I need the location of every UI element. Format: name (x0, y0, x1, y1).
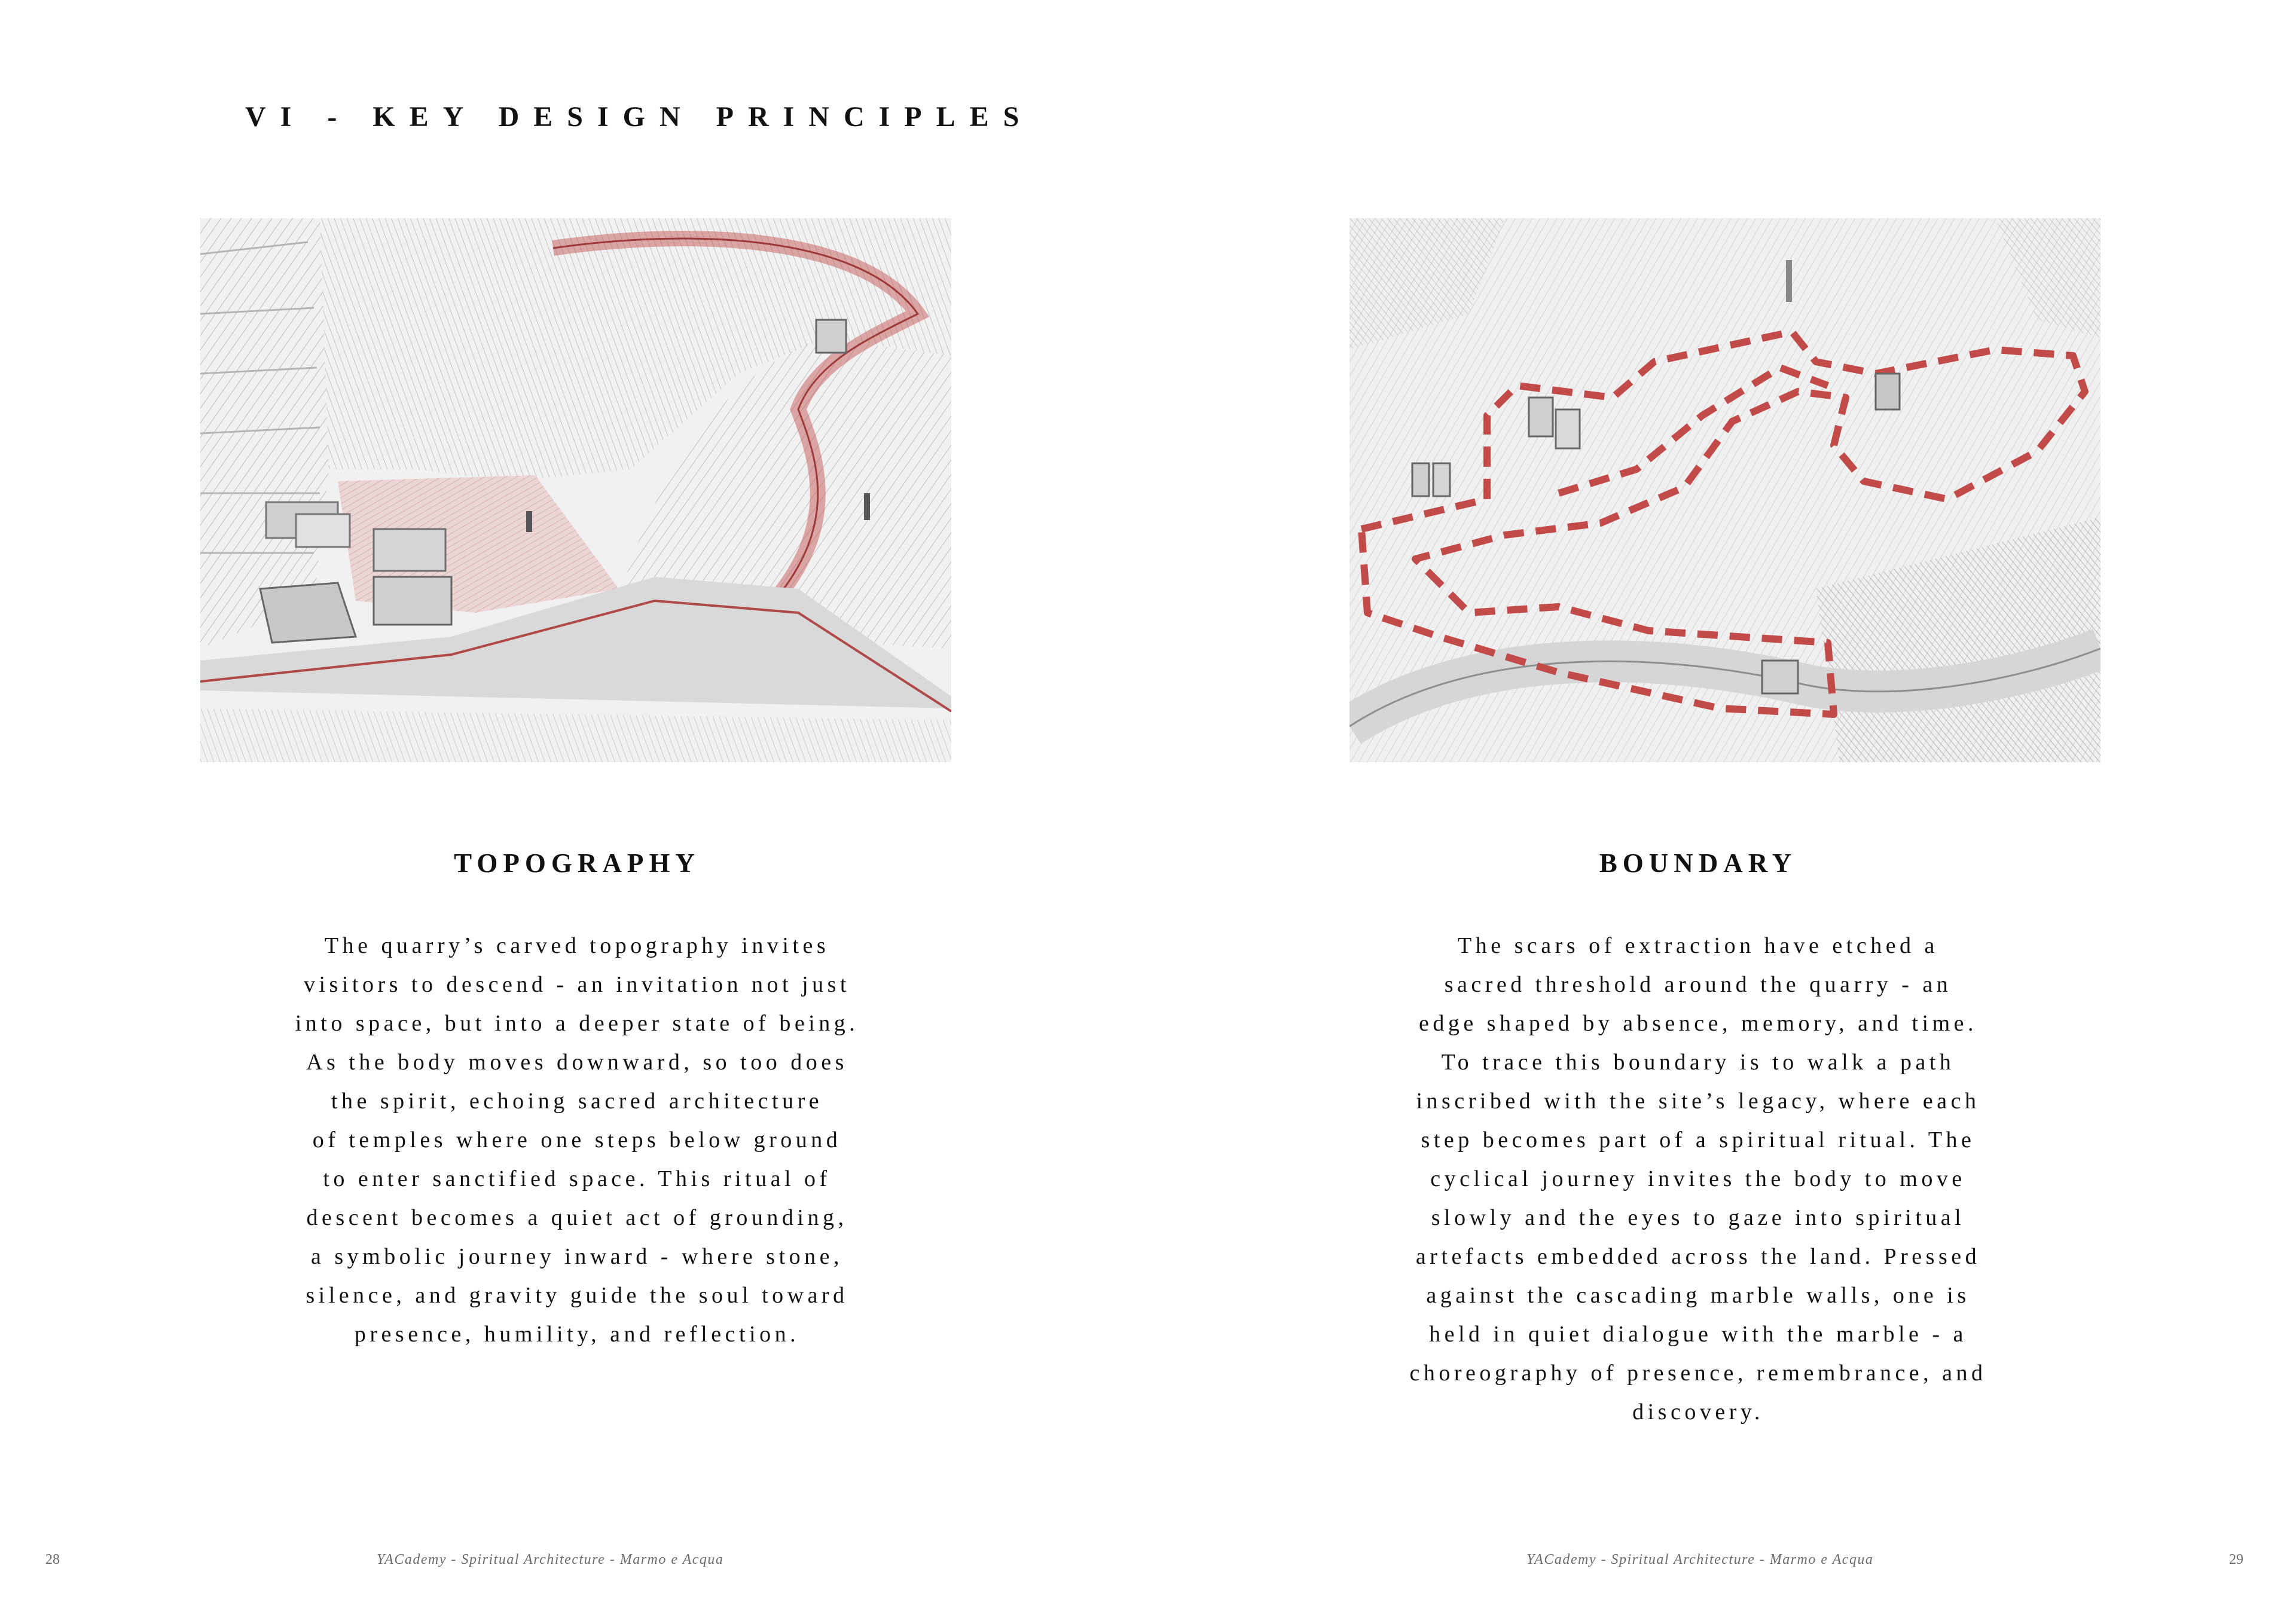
text-line: step becomes part of a spiritual ritual. The (1421, 1127, 1976, 1153)
text-line: The quarry’s carved topography invites (324, 933, 830, 958)
text-line: against the cascading marble walls, one is (1426, 1283, 1970, 1308)
text-line: silence, and gravity guide the soul toward (306, 1283, 848, 1308)
right-page (1148, 0, 2296, 1623)
text-line: inscribed with the site’s legacy, where each (1416, 1089, 1980, 1114)
text-line: presence, humility, and reflection. (354, 1322, 800, 1347)
text-line: into space, but into a deeper state of being. (295, 1011, 859, 1036)
boundary-sketch-drawing (1349, 218, 2100, 762)
text-line: slowly and the eyes to gaze into spiritual (1431, 1205, 1965, 1230)
text-line: artefacts embedded across the land. Pressed (1415, 1244, 1981, 1269)
text-line: To trace this boundary is to walk a path (1441, 1050, 1955, 1075)
text-line: a symbolic journey inward - where stone, (311, 1244, 843, 1269)
text-line: cyclical journey invites the body to move (1430, 1166, 1966, 1191)
boundary-body (1345, 927, 2051, 1432)
text-line: held in quiet dialogue with the marble - a (1429, 1322, 1967, 1347)
text-line: of temples where one steps below ground (312, 1127, 842, 1153)
topography-sketch-drawing (200, 218, 951, 762)
topography-sketch (200, 218, 951, 762)
page-number: 29 (2229, 1552, 2243, 1567)
boundary-sketch (1349, 218, 2100, 762)
text-line: to enter sanctified space. This ritual of (323, 1166, 831, 1191)
text-line: discovery. (1632, 1399, 1764, 1425)
topography-heading: TOPOGRAPHY (454, 848, 700, 878)
text-line: visitors to descend - an invitation not just (304, 972, 850, 997)
page-number: 28 (45, 1552, 60, 1567)
footer-credit: YACademy - Spiritual Architecture - Marmo e Acqua (1526, 1552, 1874, 1567)
text-line: edge shaped by absence, memory, and time. (1418, 1011, 1978, 1036)
text-line: The scars of extraction have etched a (1458, 933, 1938, 958)
text-line: As the body moves downward, so too does (306, 1050, 848, 1075)
text-line: the spirit, echoing sacred architecture (331, 1089, 823, 1114)
text-line: sacred threshold around the quarry - an (1444, 972, 1952, 997)
text-line: choreography of presence, remembrance, and (1409, 1361, 1987, 1386)
boundary-heading: BOUNDARY (1599, 848, 1797, 878)
section-title: VI - KEY DESIGN PRINCIPLES (245, 101, 1034, 133)
text-line: descent becomes a quiet act of grounding, (306, 1205, 848, 1230)
footer-credit: YACademy - Spiritual Architecture - Marmo e Acqua (377, 1552, 724, 1567)
topography-body (224, 927, 930, 1354)
